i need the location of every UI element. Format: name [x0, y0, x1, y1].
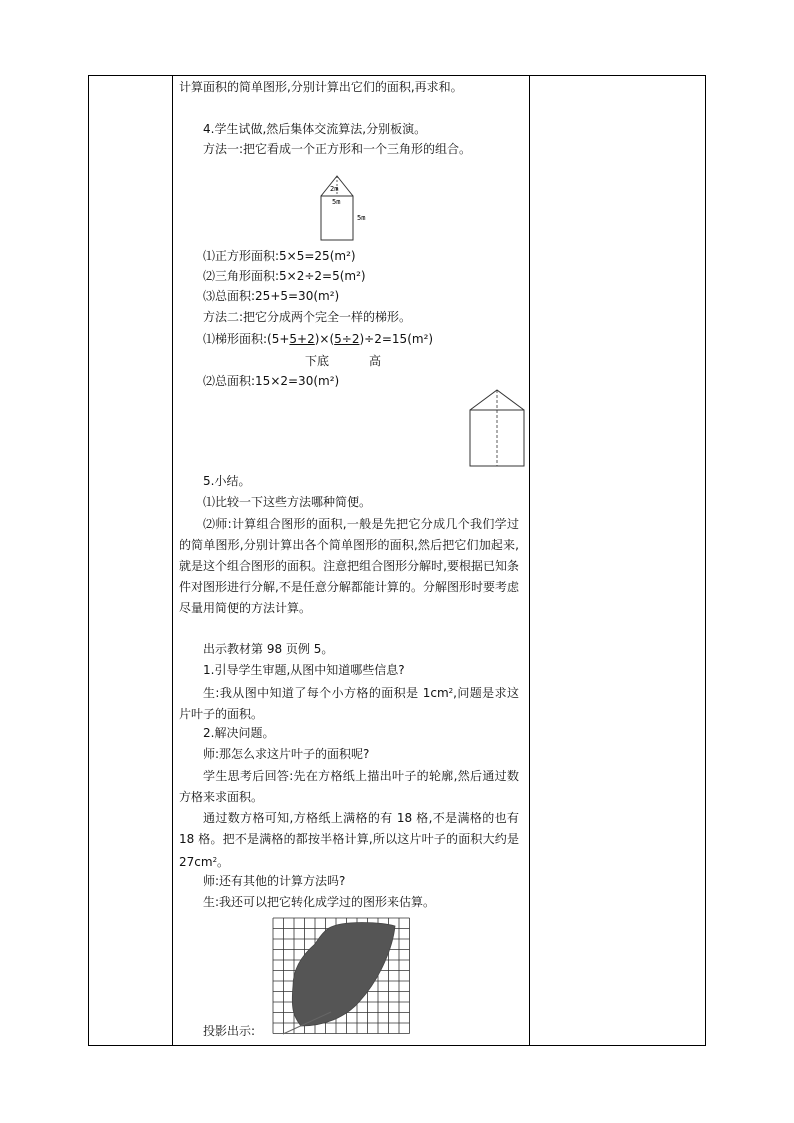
text-line: 投影出示:	[203, 1024, 256, 1038]
text-line: 2.解决问题。	[203, 726, 275, 740]
text-line: 1.引导学生审题,从图中知道哪些信息?	[203, 663, 405, 677]
text-line: ⑵总面积:15×2=30(m²)	[203, 374, 340, 388]
text-line: ⑵三角形面积:5×2÷2=5(m²)	[203, 269, 366, 283]
leaf-grid-figure	[271, 916, 411, 1038]
student-answer-1: 生:我从图中知道了每个小方格的面积是 $1cm^2$,问题是求这片叶子的面积。	[179, 686, 519, 721]
label-5m-base: 5m	[332, 198, 341, 206]
annotation-bottom-base: 下底	[305, 354, 330, 368]
text-line: 方法二:把它分成两个完全一样的梯形。	[203, 310, 412, 324]
text-line: 出示教材第 98 页例 5。	[203, 642, 334, 656]
leaf-shape	[292, 923, 395, 1027]
text-line: 师:那怎么求这片叶子的面积呢?	[203, 747, 370, 761]
counting-explanation: 通过数方格可知,方格纸上满格的有 18 格,不是满格的也有 18 格。把不是满格的都按半格计算,所以这片叶子的面积大约是 $27cm^2$。	[179, 811, 519, 869]
formula-trapezoid: ⑴梯形面积:(5+5+2)×(5÷2)÷2=15(m²)	[203, 332, 434, 346]
text-line: ⑴比较一下这些方法哪种简便。	[203, 495, 372, 509]
text-line: 师:还有其他的计算方法吗?	[203, 874, 346, 888]
text-line: 4.学生试做,然后集体交流算法,分别板演。	[203, 122, 427, 136]
text-line: 方法一:把它看成一个正方形和一个三角形的组合。	[203, 142, 472, 156]
column-divider-right	[529, 76, 530, 1045]
column-divider-left	[172, 76, 173, 1045]
text-line: 生:我还可以把它转化成学过的图形来估算。	[203, 895, 436, 909]
annotation-height: 高	[369, 354, 382, 368]
label-5m-side: 5m	[357, 214, 366, 222]
text-line: 计算面积的简单图形,分别计算出它们的面积,再求和。	[179, 80, 463, 94]
summary-paragraph: ⑵师:计算组合图形的面积,一般是先把它分成几个我们学过的简单图形,分别计算出各个简单图形的面积,然后把它们加起来,就是这个组合图形的面积。注意把组合图形分解时,要根据已知条件对图形进行分解,不是任意分解都能计算的。分解图形时要考虑尽量用简便的方法计算。	[179, 517, 519, 615]
house-figure-method-2	[467, 388, 527, 468]
house-figure-method-1	[317, 174, 387, 242]
table-frame	[88, 75, 706, 1046]
student-answer-2: 学生思考后回答:先在方格纸上描出叶子的轮廓,然后通过数方格来求面积。	[179, 769, 519, 804]
text-line: ⑶总面积:25+5=30(m²)	[203, 289, 340, 303]
text-line: ⑴正方形面积:5×5=25(m²)	[203, 249, 356, 263]
text-line: 5.小结。	[203, 474, 251, 488]
label-2m: 2m	[330, 185, 339, 193]
